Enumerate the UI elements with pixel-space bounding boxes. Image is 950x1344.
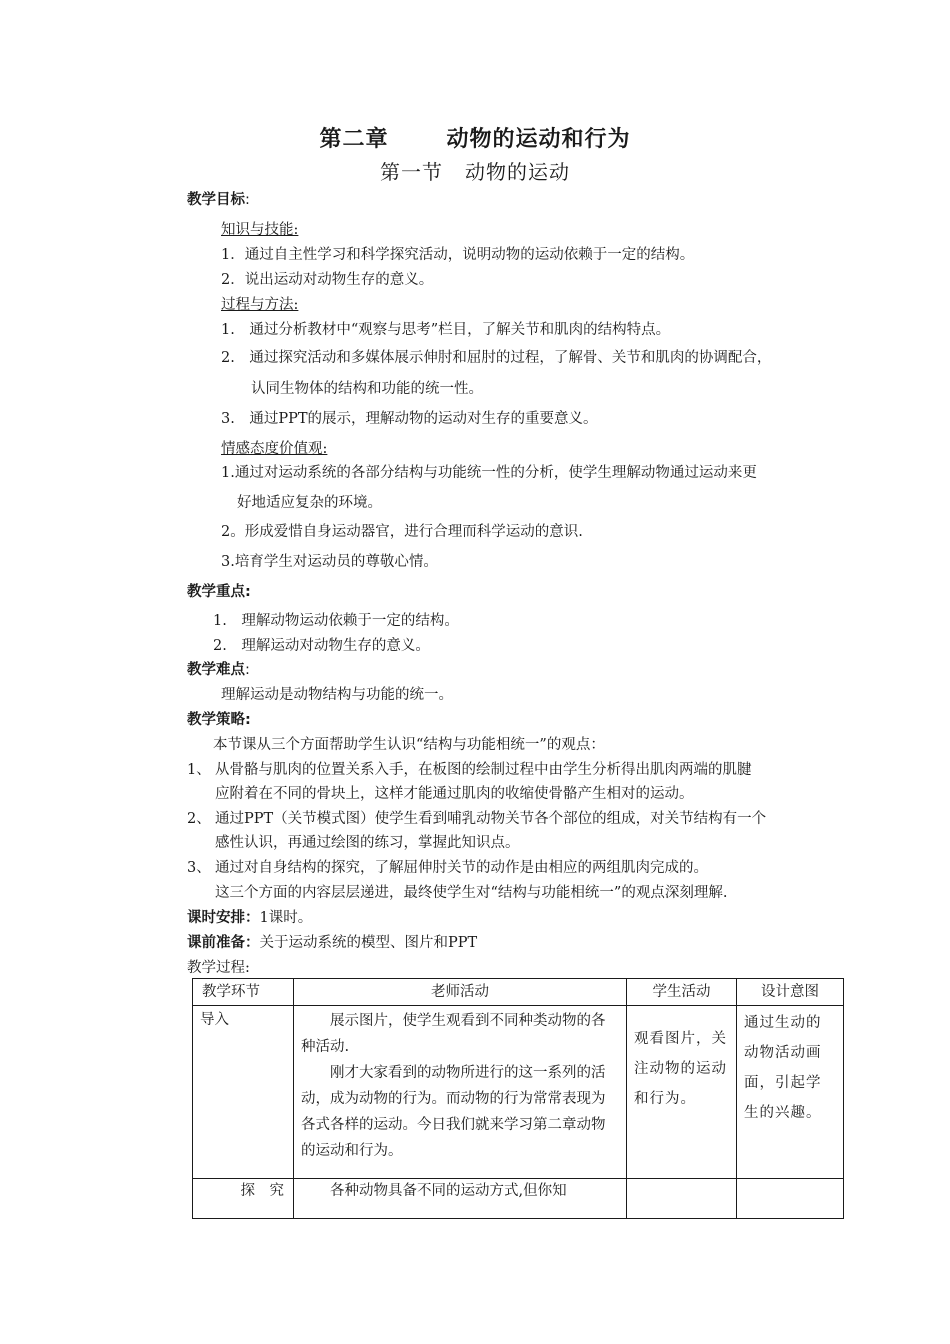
chapter-title [0,122,950,153]
strategy-intro: 本节课从三个方面帮助学生认识“结构与功能相统一”的观点： [213,737,605,753]
teacher-paragraph: 刚才大家看到的动物所进行的这一系列的活动，成为动物的行为。而动物的行为常常表现为各式各样的运动。今日我们就来学习第二章动物的运动和行为。 [301,1065,606,1159]
header-teacher: 老师活动 [294,979,627,1006]
schedule: 课时安排：1课时。 [187,910,313,926]
preparation-value: 关于运动系统的模型、图片和PPT [259,935,478,951]
difficulty-heading: 教学难点: [187,662,250,678]
teaching-process-table [192,978,844,1219]
cell-stage: 导入 [193,1006,294,1179]
cell-teacher [294,1006,627,1179]
teacher-paragraph: 展示图片，使学生观看到不同种类动物的各种活动. [301,1013,606,1055]
strategy-conclusion: 这三个方面的内容层层递进，最终使学生对“结构与功能相统一”的观点深刻理解. [215,885,728,901]
section-name: 动物的运动 [465,160,570,184]
cell-student: 观看图片，关注动物的运动和行为。 [627,1006,737,1179]
strategy-item-line: 从骨骼与肌肉的位置关系入手，在板图的绘制过程中由学生分析得出肌肉两端的肌腱 [215,762,752,778]
process-item: 3. 通过PPT的展示，理解动物的运动对生存的重要意义。 [221,411,598,427]
preparation-label: 课前准备 [187,935,245,951]
strategy-item-line: 应附着在不同的骨块上，这样才能通过肌肉的收缩使骨骼产生相对的运动。 [215,786,694,802]
chapter-number: 第二章 [319,127,389,152]
emotion-item: 3.培育学生对运动员的尊敬心情。 [221,554,438,570]
process-item: 1. 通过分析教材中“观察与思考”栏目，了解关节和肌肉的结构特点。 [221,322,671,338]
cell-teacher [294,1179,627,1219]
key-point-item: 1. 理解动物运动依赖于一定的结构。 [213,613,459,629]
key-point-item: 2. 理解运动对动物生存的意义。 [213,638,430,654]
schedule-label: 课时安排 [187,910,245,926]
strategy-item-number: 3、 [187,860,211,876]
header-intent: 设计意图 [737,979,844,1006]
difficulty-text: 理解运动是动物结构与功能的统一。 [221,687,453,703]
emotion-heading: 情感态度价值观: [221,441,328,457]
section-number: 第一节 [380,160,443,184]
emotion-item: 2。形成爱惜自身运动器官，进行合理而科学运动的意识. [221,524,583,540]
table-row [193,1179,844,1219]
process-heading-label: 教学过程: [187,960,250,976]
cell-intent [737,1179,844,1219]
knowledge-item: 1．通过自主性学习和科学探究活动，说明动物的运动依赖于一定的结构。 [221,247,695,263]
key-points-heading: 教学重点: [187,584,251,600]
strategy-heading: 教学策略: [187,712,251,728]
objectives-heading: 教学目标: [187,192,250,208]
cell-intent: 通过生动的动物活动画面，引起学生的兴趣。 [737,1006,844,1179]
process-item: 2. 通过探究活动和多媒体展示伸肘和屈肘的过程，了解骨、关节和肌肉的协调配合， [221,350,772,366]
cell-stage: 探 究 [193,1179,294,1219]
strategy-item-line: 通过PPT（关节模式图）使学生看到哺乳动物关节各个部位的组成，对关节结构有一个 [215,811,767,827]
preparation: 课前准备：关于运动系统的模型、图片和PPT [187,935,478,951]
cell-student [627,1179,737,1219]
strategy-item-line: 通过对自身结构的探究，了解屈伸肘关节的动作是由相应的两组肌肉完成的。 [215,860,708,876]
header-stage: 教学环节 [193,979,294,1006]
process-item-continued: 认同生物体的结构和功能的统一性。 [251,381,483,397]
emotion-item: 1.通过对运动系统的各部分结构与功能统一性的分析，使学生理解动物通过运动来更 [221,465,757,481]
knowledge-item: 2．说出运动对动物生存的意义。 [221,272,434,288]
emotion-item-continued: 好地适应复杂的环境。 [237,495,382,511]
knowledge-heading: 知识与技能: [221,222,299,238]
header-student: 学生活动 [627,979,737,1006]
strategy-item-line: 感性认识，再通过绘图的练习，掌握此知识点。 [215,835,520,851]
section-title [0,156,950,185]
strategy-item-number: 2、 [187,811,211,827]
chapter-name: 动物的运动和行为 [446,127,631,152]
table-header-row [193,979,844,1006]
table-row [193,1006,844,1179]
schedule-value: 1课时。 [259,910,313,926]
strategy-item-number: 1、 [187,762,211,778]
teacher-paragraph: 各种动物具备不同的运动方式,但你知 [330,1183,567,1199]
process-heading: 过程与方法: [221,297,299,313]
